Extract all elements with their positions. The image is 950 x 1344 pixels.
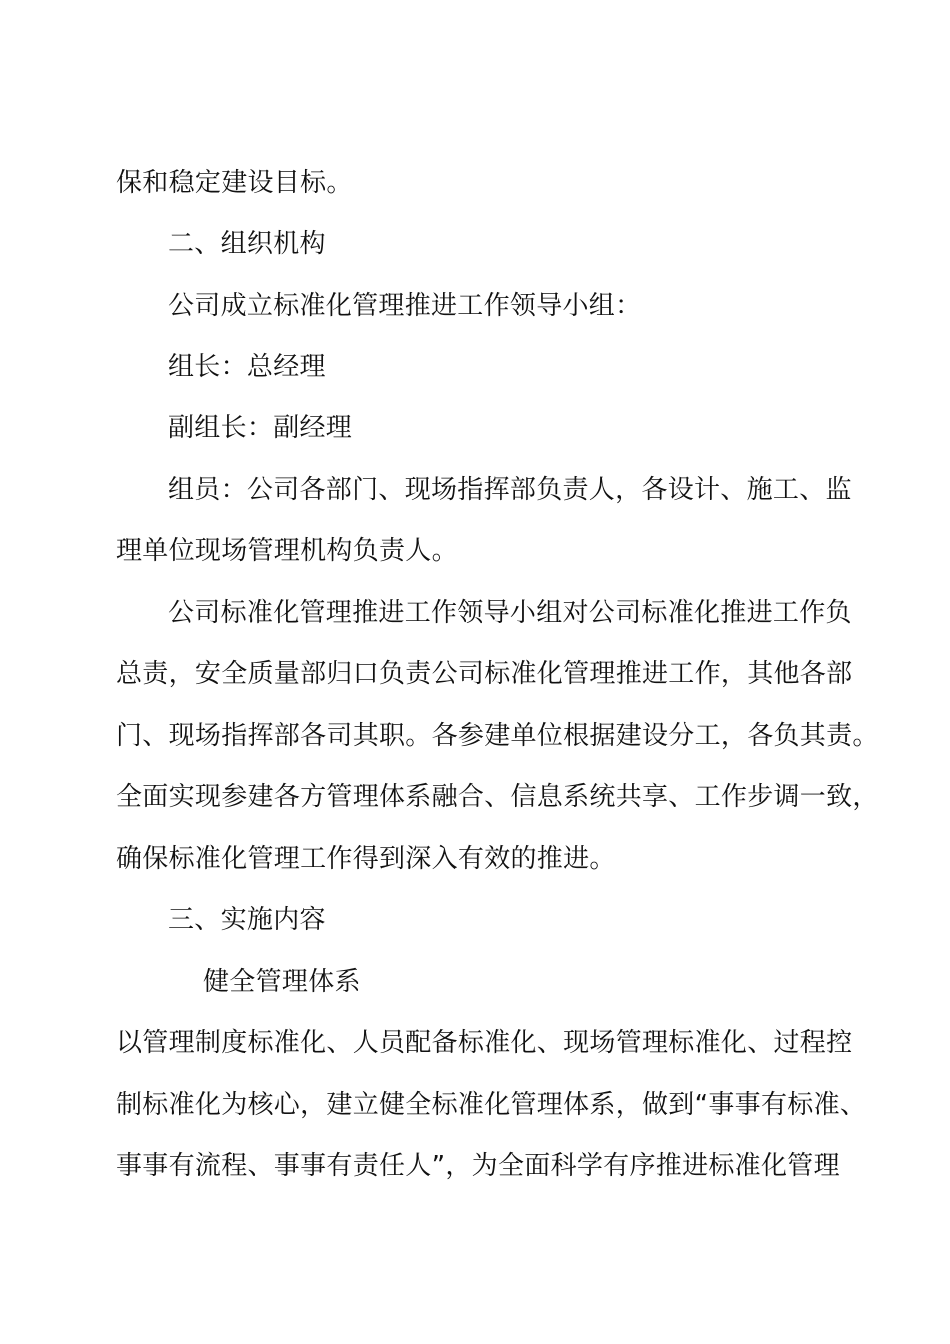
paragraph-line: 公司标准化管理推进工作领导小组对公司标准化推进工作负: [168, 598, 852, 628]
section-heading: 二、组织机构: [168, 229, 326, 259]
paragraph-line: 门、现场指挥部各司其职。各参建单位根据建设分工，各负其责。: [116, 721, 879, 751]
paragraph-line: 组员：公司各部门、现场指挥部负责人，各设计、施工、监: [168, 475, 852, 505]
section-heading: 三、实施内容: [168, 905, 326, 935]
paragraph-line: 理单位现场管理机构负责人。: [116, 536, 458, 566]
paragraph-line: 总责，安全质量部归口负责公司标准化管理推进工作，其他各部: [116, 659, 853, 689]
paragraph-line: 保和稳定建设目标。: [116, 168, 353, 198]
paragraph-line: 确保标准化管理工作得到深入有效的推进。: [116, 844, 616, 874]
paragraph-line: 全面实现参建各方管理体系融合、信息系统共享、工作步调一致，: [116, 782, 879, 812]
paragraph-line: 事事有流程、事事有责任人”，为全面科学有序推进标准化管理: [116, 1151, 840, 1181]
paragraph-line: 以管理制度标准化、人员配备标准化、现场管理标准化、过程控: [116, 1028, 853, 1058]
paragraph-line: 副组长：副经理: [168, 413, 353, 443]
paragraph-line: 制标准化为核心，建立健全标准化管理体系，做到“事事有标准、: [116, 1090, 867, 1120]
subsection-heading: 健全管理体系: [203, 967, 361, 997]
paragraph-line: 公司成立标准化管理推进工作领导小组：: [168, 291, 642, 321]
paragraph-line: 组长：总经理: [168, 352, 326, 382]
